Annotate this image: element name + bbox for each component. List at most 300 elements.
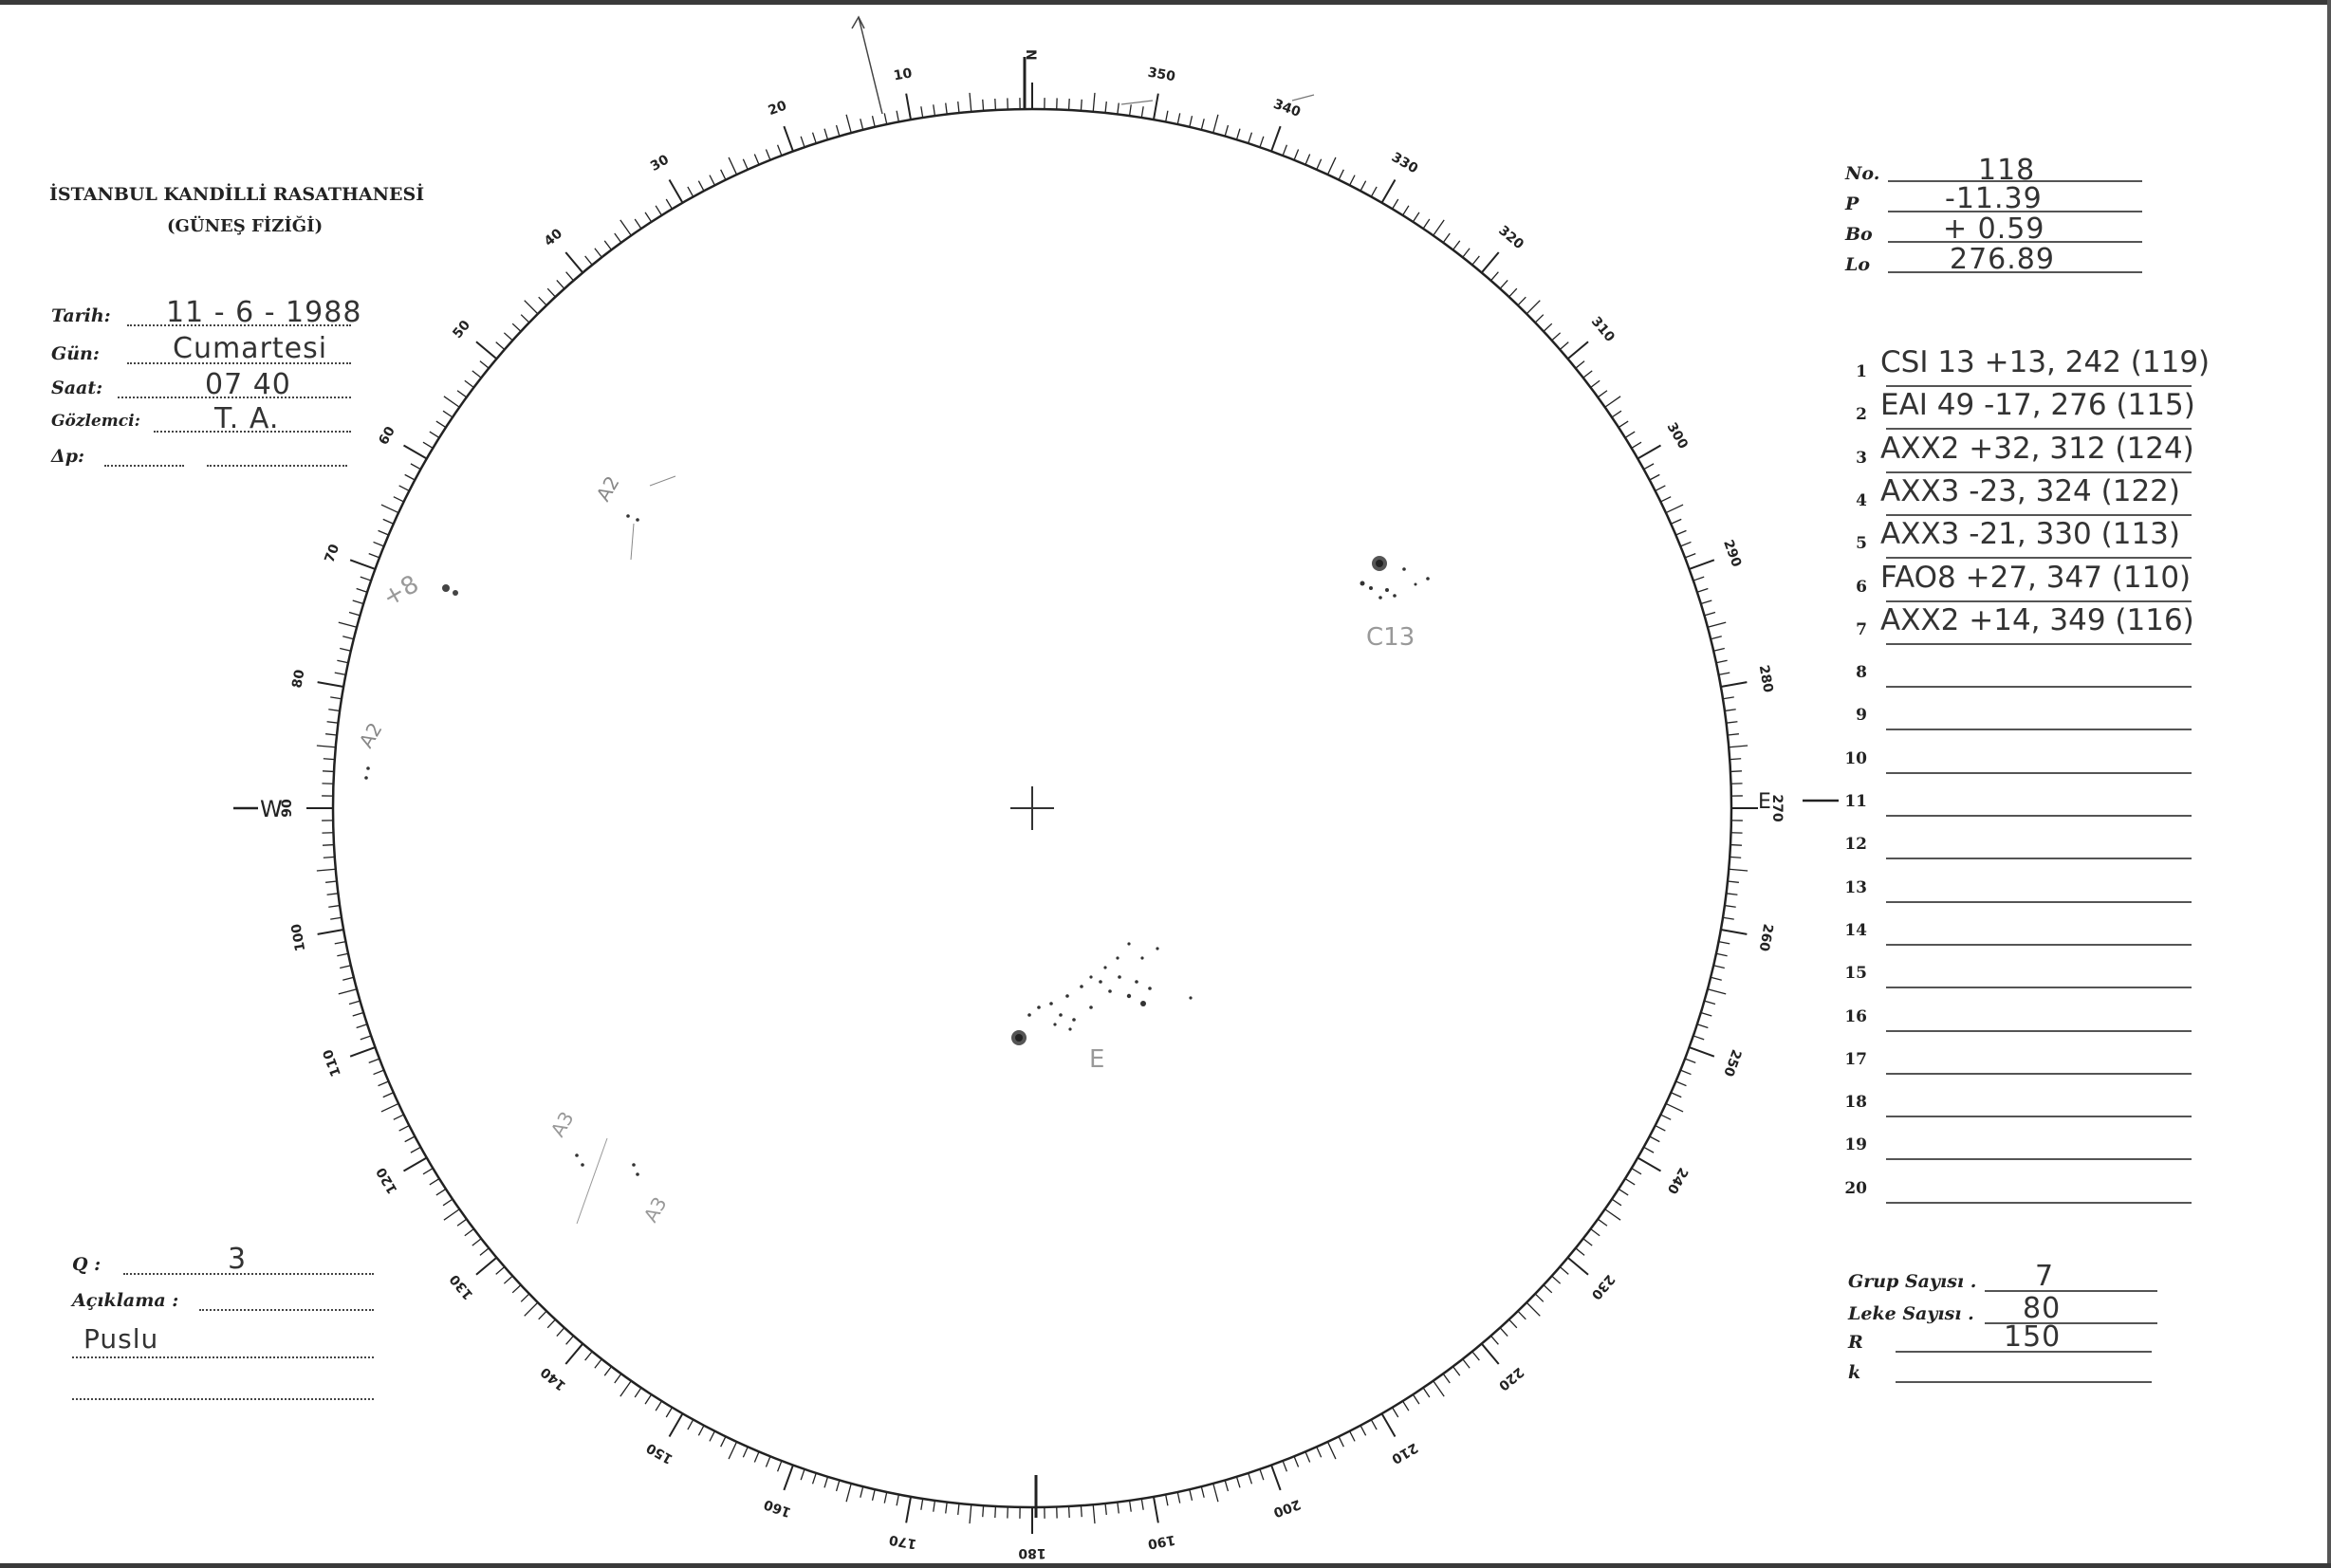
limb-tick — [430, 432, 439, 437]
limb-tick — [897, 1494, 898, 1505]
limb-tick — [1093, 93, 1095, 112]
limb-tick — [1141, 106, 1143, 118]
limb-tick — [1393, 199, 1398, 209]
degree-label: 130 — [447, 1271, 477, 1302]
limb-tick — [1201, 119, 1204, 130]
limb-tick — [566, 272, 574, 281]
group-row-number: 19 — [1844, 1135, 1867, 1155]
limb-tick — [1260, 1469, 1264, 1480]
limb-tick — [423, 1169, 433, 1174]
limb-tick — [1118, 1503, 1119, 1514]
limb-tick — [1671, 1093, 1681, 1098]
limb-tick — [1371, 187, 1377, 196]
limb-tick — [411, 1147, 420, 1153]
group-row-number: 5 — [1856, 534, 1867, 554]
limb-tick — [1723, 917, 1734, 919]
limb-tick — [1317, 159, 1322, 170]
degree-label: 340 — [1271, 96, 1303, 120]
limb-tick — [381, 505, 398, 512]
date-label: Tarih: — [51, 305, 111, 326]
group-row-number: 1 — [1856, 362, 1867, 381]
limb-tick — [710, 1431, 714, 1442]
limb-tick — [539, 297, 546, 305]
limb-tick — [1453, 1367, 1460, 1376]
limb-tick — [512, 1285, 521, 1293]
degree-label: 250 — [1720, 1047, 1745, 1079]
limb-tick — [1535, 315, 1544, 323]
limb-tick — [635, 1388, 641, 1397]
limb-tick — [585, 256, 593, 265]
west-label: W — [260, 796, 283, 822]
pencil-mark — [1292, 95, 1314, 101]
group-row-text: AXX2 +32, 312 (124) — [1880, 431, 2194, 466]
limb-tick — [1605, 1209, 1620, 1220]
degree-label: 160 — [762, 1496, 793, 1521]
limb-tick — [1118, 103, 1119, 115]
limb-tick — [1660, 1115, 1671, 1119]
annotation-a3-left: A3 — [546, 1107, 579, 1141]
limb-tick — [1560, 342, 1568, 350]
limb-tick — [342, 977, 354, 980]
degree-label: 220 — [1495, 1363, 1526, 1393]
limb-tick — [357, 589, 367, 593]
limb-tick — [411, 464, 420, 470]
limb-tick — [1413, 1394, 1419, 1404]
limb-tick — [374, 1070, 384, 1074]
limb-tick — [1718, 673, 1730, 674]
limb-tick — [436, 421, 446, 428]
limb-tick — [1423, 1388, 1430, 1397]
limb-tick — [1294, 1456, 1298, 1467]
limb-tick — [801, 137, 805, 147]
limb-tick — [1576, 361, 1584, 369]
limb-tick — [1605, 397, 1620, 407]
day-label: Gün: — [51, 343, 100, 364]
limb-tick — [824, 1477, 828, 1487]
limb-tick — [547, 1319, 555, 1328]
limb-tick — [328, 710, 340, 711]
limb-tick — [430, 1179, 439, 1185]
bo-label: Bo — [1845, 224, 1873, 245]
limb-tick — [1728, 734, 1739, 735]
limb-tick — [1612, 411, 1621, 417]
group-row-line — [1886, 1030, 2192, 1032]
limb-tick — [743, 1447, 748, 1457]
sunspot-group-limb-w — [364, 584, 458, 780]
degree-label: 290 — [1720, 538, 1745, 569]
limb-tick — [1453, 241, 1460, 250]
limb-tick — [884, 113, 886, 124]
limb-tick — [934, 1501, 935, 1512]
limb-tick — [1500, 280, 1508, 288]
limb-tick — [1583, 1239, 1592, 1245]
limb-tick — [1526, 301, 1540, 314]
degree-label: 320 — [1495, 223, 1526, 253]
limb-tick — [670, 179, 683, 202]
group-row-number: 14 — [1844, 920, 1867, 940]
annotation-a3-right: A3 — [638, 1192, 672, 1227]
group-row-number: 13 — [1844, 877, 1867, 897]
limb-tick — [1656, 1126, 1666, 1131]
limb-tick — [1685, 1059, 1695, 1062]
limb-tick — [381, 1103, 398, 1111]
limb-tick — [1727, 894, 1738, 895]
degree-label: 310 — [1587, 314, 1618, 345]
limb-tick — [615, 1374, 621, 1383]
degree-label: 300 — [1663, 419, 1692, 452]
limb-tick — [1544, 1285, 1552, 1293]
degree-label: 90 — [280, 799, 295, 818]
limb-tick — [1552, 1276, 1561, 1283]
bo-value: + 0.59 — [1943, 212, 2045, 246]
limb-tick — [970, 1504, 971, 1523]
degree-label: 10 — [892, 65, 914, 84]
limb-tick — [1660, 497, 1671, 502]
limb-tick — [846, 1484, 851, 1502]
group-row-line — [1886, 1116, 2192, 1117]
limb-tick — [317, 746, 336, 747]
limb-tick — [995, 99, 996, 110]
limb-tick — [1729, 746, 1748, 747]
group-row-line — [1886, 815, 2192, 817]
limb-tick — [1294, 150, 1298, 160]
limb-tick — [335, 942, 346, 944]
limb-tick — [337, 660, 348, 662]
degree-label: 20 — [766, 98, 789, 120]
lo-label: Lo — [1845, 254, 1871, 275]
limb-tick — [1105, 1503, 1106, 1515]
limb-tick — [1591, 1229, 1600, 1236]
limb-tick — [958, 101, 959, 113]
limb-tick — [1327, 157, 1335, 175]
limb-tick — [1568, 1258, 1588, 1275]
limb-tick — [1544, 323, 1552, 331]
limb-tick — [1727, 722, 1738, 723]
limb-tick — [379, 1081, 389, 1086]
limb-tick — [1666, 505, 1683, 512]
limb-tick — [436, 1189, 446, 1195]
degree-label: 170 — [887, 1531, 918, 1552]
limb-tick — [921, 1499, 923, 1510]
limb-tick — [1443, 1374, 1450, 1383]
limb-tick — [472, 371, 481, 378]
remark-line-2 — [72, 1356, 374, 1358]
observer-value: T. A. — [214, 402, 280, 435]
group-row-number: 10 — [1844, 748, 1867, 768]
limb-tick — [620, 1381, 631, 1396]
limb-tick — [860, 1486, 863, 1498]
limb-tick — [1463, 1359, 1470, 1368]
q-value: 3 — [228, 1243, 248, 1276]
limb-tick — [1697, 1024, 1708, 1028]
limb-tick — [465, 1229, 474, 1236]
limb-tick — [1081, 100, 1082, 111]
limb-tick — [472, 1239, 481, 1245]
remark-line-1 — [199, 1309, 374, 1311]
group-row-number: 11 — [1844, 792, 1867, 811]
limb-tick — [405, 1136, 416, 1142]
limb-tick — [1518, 297, 1526, 305]
limb-tick — [1271, 1466, 1281, 1490]
limb-tick — [1177, 113, 1179, 124]
degree-label: 260 — [1755, 922, 1776, 953]
limb-tick — [480, 1248, 489, 1256]
limb-tick — [327, 894, 339, 895]
day-value: Cumartesi — [173, 332, 328, 365]
limb-tick — [521, 315, 529, 323]
degree-label: 70 — [322, 542, 343, 565]
group-row-number: 2 — [1856, 405, 1867, 425]
limb-tick — [504, 1276, 512, 1283]
limb-tick — [496, 342, 505, 350]
limb-tick — [1730, 845, 1742, 846]
limb-tick — [325, 734, 337, 735]
group-row-line — [1886, 1202, 2192, 1204]
group-row-number: 12 — [1844, 835, 1867, 855]
degree-label: 100 — [288, 922, 309, 953]
annotation-plus8: +8 — [378, 569, 424, 614]
limb-tick — [504, 333, 512, 341]
limb-tick — [1671, 519, 1681, 524]
annotation-e: E — [1089, 1045, 1105, 1074]
limb-tick — [525, 301, 538, 314]
limb-tick — [824, 129, 828, 139]
limb-tick — [1283, 1461, 1286, 1471]
group-row-number: 16 — [1844, 1006, 1867, 1026]
limb-tick — [721, 170, 726, 180]
limb-tick — [1552, 333, 1561, 341]
limb-tick — [1650, 1136, 1660, 1142]
limb-tick — [604, 1367, 611, 1376]
sunspot-group-a2-upper — [626, 476, 675, 560]
limb-tick — [754, 1451, 759, 1462]
group-row-line — [1886, 385, 2192, 387]
limb-tick — [1716, 660, 1728, 662]
limb-tick — [666, 199, 672, 209]
limb-tick — [1305, 155, 1310, 165]
limb-tick — [1105, 101, 1106, 113]
limb-tick — [1666, 1103, 1683, 1111]
limb-tick — [837, 1480, 840, 1491]
group-row-line — [1886, 557, 2192, 559]
limb-tick — [1423, 219, 1430, 229]
group-row-line — [1886, 901, 2192, 903]
limb-tick — [873, 1489, 876, 1501]
limb-tick — [565, 1344, 583, 1364]
limb-tick — [615, 233, 621, 243]
p-label: P — [1845, 194, 1859, 214]
time-label: Saat: — [51, 378, 103, 398]
limb-tick — [585, 1352, 593, 1360]
limb-tick — [1190, 116, 1193, 127]
group-row-line — [1886, 600, 2192, 602]
limb-tick — [1069, 99, 1070, 110]
limb-tick — [323, 845, 334, 846]
limb-tick — [1729, 869, 1748, 871]
limb-tick — [595, 249, 601, 257]
limb-tick — [1434, 1381, 1444, 1396]
limb-tick — [656, 206, 661, 215]
limb-tick — [729, 1442, 736, 1459]
limb-tick — [766, 150, 769, 160]
limb-tick — [1690, 560, 1714, 569]
limb-tick — [1568, 341, 1588, 359]
limb-tick — [1690, 1047, 1714, 1057]
arrow-head-icon — [852, 17, 864, 28]
group-row-text: AXX3 -21, 330 (113) — [1880, 517, 2180, 552]
limb-tick — [444, 1209, 459, 1220]
annotation-a2-upper: A2 — [591, 471, 624, 506]
group-row-line — [1886, 729, 2192, 730]
limb-tick — [1644, 464, 1654, 470]
degree-label: 120 — [373, 1164, 401, 1197]
degree-label: 330 — [1388, 149, 1421, 177]
no-value: 118 — [1978, 154, 2036, 187]
limb-tick — [480, 361, 489, 369]
limb-tick — [729, 157, 736, 175]
limb-tick — [1704, 613, 1715, 616]
limb-tick — [1069, 1506, 1070, 1518]
group-row-number: 8 — [1856, 663, 1867, 683]
limb-tick — [1213, 1484, 1218, 1502]
east-label: E — [1758, 790, 1771, 814]
observer-label: Gözlemci: — [51, 412, 140, 431]
limb-tick — [688, 187, 694, 196]
limb-tick — [557, 280, 564, 288]
limb-tick — [1632, 442, 1641, 448]
limb-tick — [1371, 1420, 1377, 1430]
limb-tick — [337, 953, 348, 955]
limb-tick — [1723, 697, 1734, 699]
limb-tick — [1130, 1501, 1132, 1512]
group-row-line — [1886, 772, 2192, 774]
limb-tick — [476, 341, 496, 359]
limb-tick — [1393, 1408, 1398, 1417]
limb-tick — [1721, 930, 1748, 934]
limb-tick — [1693, 1036, 1704, 1040]
limb-tick — [476, 1258, 496, 1275]
limb-tick — [423, 442, 433, 448]
group-row-text: CSI 13 +13, 242 (119) — [1880, 345, 2211, 379]
limb-tick — [1718, 942, 1730, 944]
limb-tick — [383, 1093, 394, 1098]
limb-tick — [784, 126, 793, 151]
group-row-line — [1886, 944, 2192, 946]
limb-tick — [1711, 636, 1722, 639]
limb-tick — [837, 125, 840, 137]
limb-tick — [403, 1158, 426, 1171]
limb-tick — [1730, 759, 1741, 760]
limb-tick — [349, 613, 361, 616]
limb-tick — [656, 1401, 661, 1411]
limb-tick — [1675, 530, 1686, 535]
group-row-text: FAO8 +27, 347 (110) — [1880, 560, 2192, 595]
limb-tick — [1482, 252, 1499, 272]
limb-tick — [1236, 1477, 1240, 1487]
limb-tick — [1130, 104, 1132, 116]
limb-tick — [1637, 446, 1660, 459]
annotation-a2-lower: A2 — [354, 718, 387, 752]
limb-tick — [1560, 1267, 1568, 1275]
limb-tick — [444, 397, 459, 407]
limb-tick — [1500, 1328, 1508, 1337]
remark-line-3 — [72, 1398, 374, 1400]
group-row-text: AXX3 -23, 324 (122) — [1880, 473, 2180, 508]
limb-tick — [1509, 1319, 1517, 1328]
limb-tick — [1166, 111, 1168, 122]
limb-tick — [897, 111, 898, 122]
limb-tick — [1708, 622, 1726, 627]
limb-tick — [1685, 554, 1695, 558]
limb-tick — [813, 133, 817, 143]
limb-tick — [318, 930, 344, 934]
limb-tick — [324, 857, 335, 858]
limb-tick — [983, 100, 984, 111]
group-row-number: 7 — [1856, 619, 1867, 639]
limb-tick — [595, 1359, 601, 1368]
limb-tick — [1576, 1248, 1584, 1256]
rotation-axis-arrow — [859, 17, 882, 114]
limb-tick — [443, 411, 453, 417]
limb-tick — [399, 1126, 410, 1131]
time-value: 07 40 — [205, 368, 291, 401]
group-row-text: EAI 49 -17, 276 (115) — [1880, 388, 2195, 423]
group-row-line — [1886, 686, 2192, 688]
limb-tick — [1413, 212, 1419, 222]
lo-value: 276.89 — [1950, 243, 2055, 276]
limb-tick — [324, 759, 335, 760]
limb-tick — [1403, 206, 1409, 215]
limb-tick — [1382, 179, 1396, 202]
date-value: 11 - 6 - 1988 — [166, 296, 362, 329]
limb-tick — [1317, 1447, 1322, 1457]
spot-count-value: 80 — [2023, 1292, 2062, 1325]
limb-tick — [1644, 1147, 1654, 1153]
limb-tick — [1583, 371, 1592, 378]
limb-tick — [983, 1505, 984, 1517]
limb-tick — [1619, 421, 1628, 428]
limb-tick — [330, 917, 342, 919]
limb-tick — [353, 1012, 363, 1016]
limb-tick — [846, 115, 851, 133]
limb-tick — [1283, 145, 1286, 156]
limb-tick — [958, 1503, 959, 1515]
limb-tick — [340, 966, 351, 968]
limb-tick — [1693, 577, 1704, 581]
group-row-number: 4 — [1856, 490, 1867, 510]
remark-label: Açıklama : — [72, 1290, 179, 1311]
limb-tick — [1225, 1480, 1228, 1491]
limb-tick — [1713, 649, 1725, 652]
limb-tick — [443, 1199, 453, 1206]
limb-tick — [369, 1059, 379, 1062]
limb-tick — [1730, 771, 1742, 772]
limb-tick — [620, 220, 631, 235]
limb-tick — [350, 560, 375, 569]
dp-line-2 — [207, 465, 347, 467]
limb-tick — [1697, 589, 1708, 593]
degree-label: 240 — [1663, 1164, 1692, 1197]
limb-tick — [465, 380, 474, 387]
limb-tick — [327, 722, 339, 723]
dp-label: Δp: — [51, 446, 85, 467]
limb-tick — [921, 106, 923, 118]
limb-tick — [1190, 1489, 1193, 1501]
limb-tick — [1260, 137, 1264, 147]
limb-tick — [604, 241, 611, 250]
limb-tick — [318, 682, 344, 687]
remark-value: Puslu — [83, 1323, 159, 1355]
